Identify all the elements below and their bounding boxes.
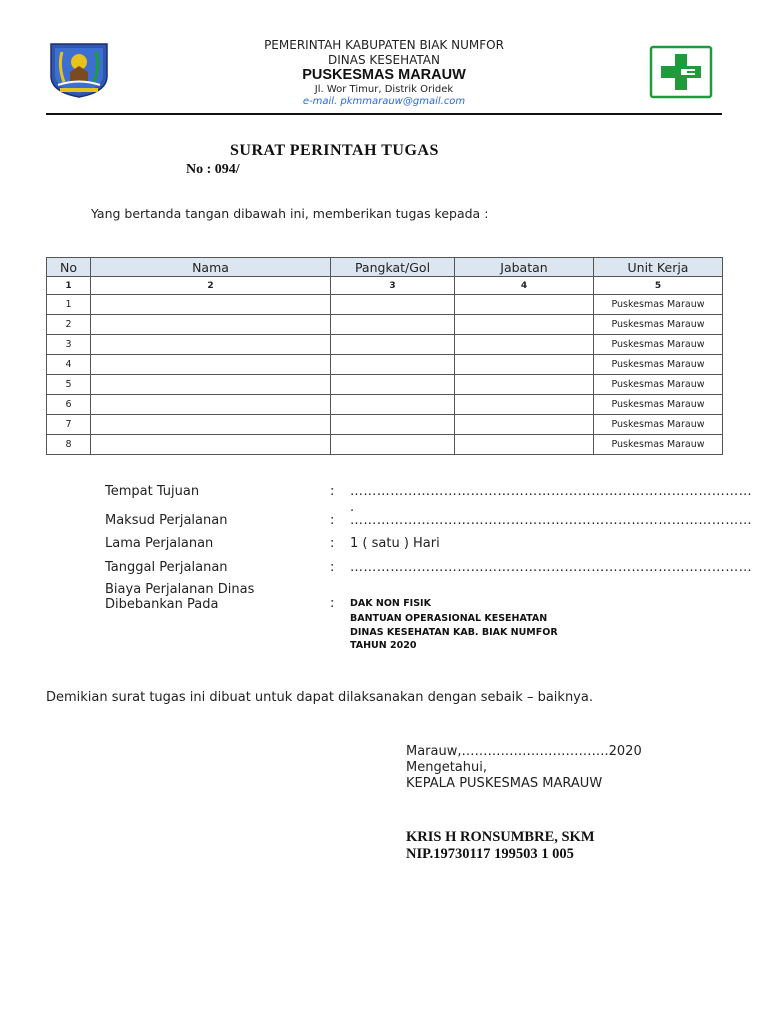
date-value: ………………………………………………………………………………: [350, 560, 752, 575]
column-number: 2: [91, 277, 331, 295]
colon: :: [330, 596, 335, 611]
table-row: [47, 295, 723, 315]
rank-cell: [331, 395, 455, 415]
duration-value: 1 ( satu ) Hari: [350, 536, 440, 551]
destination-label: Tempat Tujuan: [105, 484, 200, 499]
table-row: [47, 355, 723, 375]
colon: :: [330, 560, 335, 575]
date-label: Tanggal Perjalanan: [105, 560, 228, 575]
funding-line: DAK NON FISIK: [350, 598, 431, 609]
row-number: 3: [47, 335, 91, 355]
assignee-table: [46, 257, 723, 455]
funding-line: DINAS KESEHATAN KAB. BIAK NUMFOR: [350, 627, 558, 638]
rank-cell: [331, 435, 455, 455]
row-number: 2: [47, 315, 91, 335]
rank-cell: [331, 355, 455, 375]
unit-cell: Puskesmas Marauw: [594, 335, 723, 355]
column-number: 4: [455, 277, 594, 295]
rank-cell: [331, 295, 455, 315]
position-cell: [455, 395, 594, 415]
name-cell: [91, 435, 331, 455]
signer-name: KRIS H RONSUMBRE, SKM: [406, 829, 595, 845]
rank-cell: [331, 335, 455, 355]
place-date: Marauw,…………………………….2020: [406, 744, 642, 759]
position-cell: [455, 375, 594, 395]
position-cell: [455, 435, 594, 455]
name-cell: [91, 295, 331, 315]
signer-position: KEPALA PUSKESMAS MARAUW: [406, 776, 603, 791]
row-number: 1: [47, 295, 91, 315]
unit-cell: Puskesmas Marauw: [594, 315, 723, 335]
header-nama: Nama: [91, 258, 331, 277]
unit-cell: Puskesmas Marauw: [594, 375, 723, 395]
purpose-label: Maksud Perjalanan: [105, 513, 228, 528]
cost-label-line1: Biaya Perjalanan Dinas: [105, 582, 255, 597]
unit-cell: Puskesmas Marauw: [594, 355, 723, 375]
colon: :: [330, 513, 335, 528]
document-title: SURAT PERINTAH TUGAS: [230, 142, 439, 159]
name-cell: [91, 395, 331, 415]
table-row: [47, 395, 723, 415]
cost-label-line2: Dibebankan Pada: [105, 597, 219, 612]
table-row: [47, 375, 723, 395]
unit-cell: Puskesmas Marauw: [594, 295, 723, 315]
name-cell: [91, 355, 331, 375]
column-number: 5: [594, 277, 723, 295]
position-cell: [455, 295, 594, 315]
row-number: 5: [47, 375, 91, 395]
table-row: [47, 435, 723, 455]
header-unit-kerja: Unit Kerja: [594, 258, 723, 277]
row-number: 4: [47, 355, 91, 375]
unit-cell: Puskesmas Marauw: [594, 435, 723, 455]
funding-line: TAHUN 2020: [350, 640, 417, 651]
name-cell: [91, 335, 331, 355]
position-cell: [455, 355, 594, 375]
table-row: [47, 335, 723, 355]
address-line: Jl. Wor Timur, Distrik Oridek: [314, 84, 454, 95]
column-number: 3: [331, 277, 455, 295]
letterhead-divider: [46, 113, 722, 115]
closing-statement: Demikian surat tugas ini dibuat untuk dapat dilaksanakan dengan sebaik – baiknya.: [46, 690, 593, 705]
acknowledged-label: Mengetahui,: [406, 760, 487, 775]
table-row: [47, 315, 723, 335]
row-number: 6: [47, 395, 91, 415]
rank-cell: [331, 375, 455, 395]
intro-text: Yang bertanda tangan dibawah ini, memberikan tugas kepada :: [91, 206, 489, 221]
colon: :: [330, 484, 335, 499]
signer-nip: NIP.19730117 199503 1 005: [406, 846, 574, 862]
rank-cell: [331, 415, 455, 435]
duration-label: Lama Perjalanan: [105, 536, 214, 551]
name-cell: [91, 415, 331, 435]
column-number: 1: [47, 277, 91, 295]
department-line: DINAS KESEHATAN: [328, 53, 440, 67]
row-number: 8: [47, 435, 91, 455]
position-cell: [455, 335, 594, 355]
facility-name: PUSKESMAS MARAUW: [302, 67, 466, 83]
funding-line: BANTUAN OPERASIONAL KESEHATAN: [350, 613, 548, 624]
table-header-row: [47, 258, 723, 277]
destination-tail: .: [350, 500, 355, 515]
header-no: No: [47, 258, 91, 277]
header-pangkat: Pangkat/Gol: [331, 258, 455, 277]
document-number: No : 094/: [186, 162, 240, 177]
row-number: 7: [47, 415, 91, 435]
position-cell: [455, 415, 594, 435]
government-line: PEMERINTAH KABUPATEN BIAK NUMFOR: [264, 38, 504, 52]
name-cell: [91, 315, 331, 335]
column-number-row: [47, 277, 723, 295]
unit-cell: Puskesmas Marauw: [594, 395, 723, 415]
header-jabatan: Jabatan: [455, 258, 594, 277]
rank-cell: [331, 315, 455, 335]
purpose-value: ………………………………………………………………………………: [350, 513, 752, 528]
unit-cell: Puskesmas Marauw: [594, 415, 723, 435]
position-cell: [455, 315, 594, 335]
name-cell: [91, 375, 331, 395]
colon: :: [330, 536, 335, 551]
destination-value: ………………………………………………………………………………: [350, 484, 752, 499]
email-line: e-mail. pkmmarauw@gmail.com: [302, 96, 466, 107]
table-row: [47, 415, 723, 435]
